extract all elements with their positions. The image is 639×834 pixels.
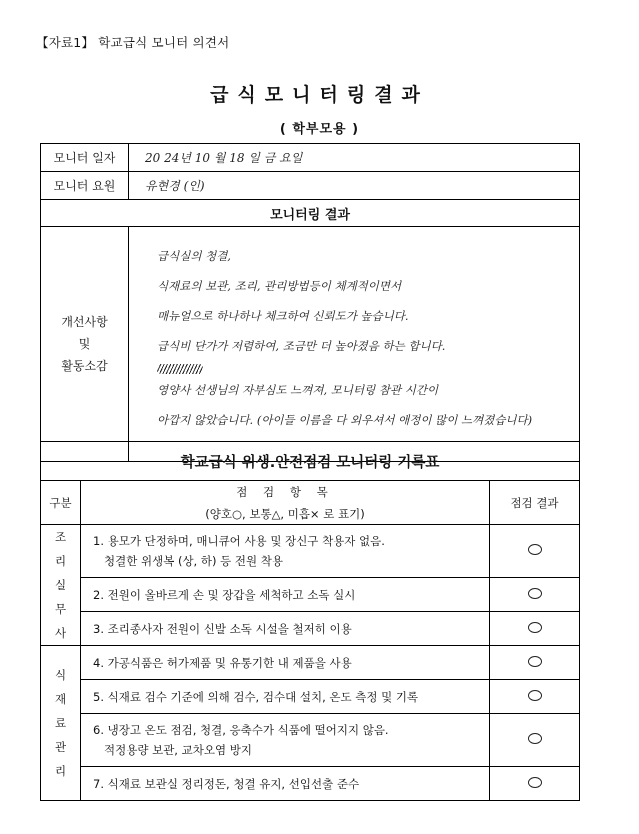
document-reference: 【자료1】 학교급식 모니터 의견서 — [36, 35, 230, 50]
good-circle-icon — [528, 588, 542, 599]
category-ingredients: 식 재 료 관 리 — [41, 646, 81, 801]
results-body-row — [41, 227, 580, 462]
items-header-main: 점 검 항 목 — [236, 484, 334, 499]
good-circle-icon — [528, 777, 542, 788]
check-result — [490, 525, 580, 578]
page-subtitle: ( 학부모용 ) — [279, 122, 360, 137]
category-header: 구분 — [41, 481, 81, 525]
page-title: 급식모니터링결과 — [210, 84, 429, 106]
handwriting-line: 식재료의 보관, 조리, 관리방법등이 체계적이면서 — [157, 279, 402, 293]
good-circle-icon — [528, 656, 542, 667]
table-row — [41, 680, 580, 714]
table-row — [41, 525, 580, 578]
member-label: 모니터 요원 — [41, 172, 129, 200]
check-result — [490, 612, 580, 646]
check-item: 2. 전원이 올바르게 손 및 장갑을 세척하고 소독 실시 — [81, 578, 490, 612]
handwriting-line: 매뉴얼으로 하나하나 체크하여 신뢰도가 높습니다. — [157, 309, 409, 323]
scribble-mark — [157, 364, 203, 374]
results-section-header — [41, 200, 580, 227]
date-row — [41, 144, 580, 172]
checklist-table — [40, 441, 580, 801]
handwriting-line: 급식실의 청결, — [157, 249, 231, 263]
opinion-label-line: 개선사항 — [61, 315, 108, 329]
table-row — [41, 646, 580, 680]
handwriting-line: 급식비 단가가 저렴하여, 조금만 더 높아졌음 하는 합니다. — [157, 339, 446, 353]
check-item: 1. 용모가 단정하며, 매니큐어 사용 및 장신구 착용자 없음. 청결한 위생복 (상, 하) 등 전원 착용 — [81, 525, 490, 578]
check-item: 3. 조리종사자 전원이 신발 소독 시설을 철저히 이용 — [81, 612, 490, 646]
opinion-label-line: 활동소감 — [61, 359, 108, 373]
good-circle-icon — [528, 690, 542, 701]
member-row — [41, 172, 580, 200]
table-row — [41, 578, 580, 612]
check-item: 7. 식재료 보관실 정리정돈, 청결 유지, 선입선출 준수 — [81, 767, 490, 801]
check-item: 5. 식재료 검수 기준에 의해 검수, 검수대 설치, 온도 측정 및 기록 — [81, 680, 490, 714]
crossed-out-scribble — [157, 361, 565, 375]
monitoring-info-table — [40, 143, 580, 462]
date-label: 모니터 일자 — [41, 144, 129, 172]
items-header-legend: (양호○, 보통△, 미흡× 로 표기) — [205, 506, 365, 521]
items-header — [81, 481, 490, 525]
check-item: 4. 가공식품은 허가제품 및 유통기한 내 제품을 사용 — [81, 646, 490, 680]
table-row — [41, 612, 580, 646]
opinion-label-line: 및 — [78, 337, 91, 351]
category-cooking-staff: 조 리 실 무 사 — [41, 525, 81, 646]
handwriting-line: 아깝지 않았습니다. (아이들 이름을 다 외우셔서 애정이 많이 느껴졌습니다) — [157, 413, 533, 427]
date-value: 20 24년 10 월 18 일 금 요일 — [129, 144, 580, 172]
good-circle-icon — [528, 544, 542, 555]
check-result — [490, 680, 580, 714]
check-result — [490, 646, 580, 680]
handwriting-line: 영양사 선생님의 자부심도 느껴져, 모니터링 참관 시간이 — [157, 383, 439, 397]
good-circle-icon — [528, 733, 542, 744]
member-value: 유현경 (인) — [129, 172, 580, 200]
good-circle-icon — [528, 622, 542, 633]
check-result — [490, 578, 580, 612]
opinion-label — [41, 227, 129, 462]
check-item: 6. 냉장고 온도 점검, 청결, 응축수가 식품에 떨어지지 않음. 적정용량 보관, 교차오염 방지 — [81, 714, 490, 767]
checklist-header-row — [41, 481, 580, 525]
table-row — [41, 714, 580, 767]
results-section-title: 모니터링 결과 — [41, 200, 580, 227]
check-result — [490, 767, 580, 801]
handwritten-opinion — [129, 227, 580, 462]
checklist-title: 학교급식 위생.안전점검 모니터링 기록표 — [41, 442, 580, 481]
result-header: 점검 결과 — [490, 481, 580, 525]
table-row — [41, 767, 580, 801]
check-result — [490, 714, 580, 767]
checklist-title-row — [41, 442, 580, 481]
